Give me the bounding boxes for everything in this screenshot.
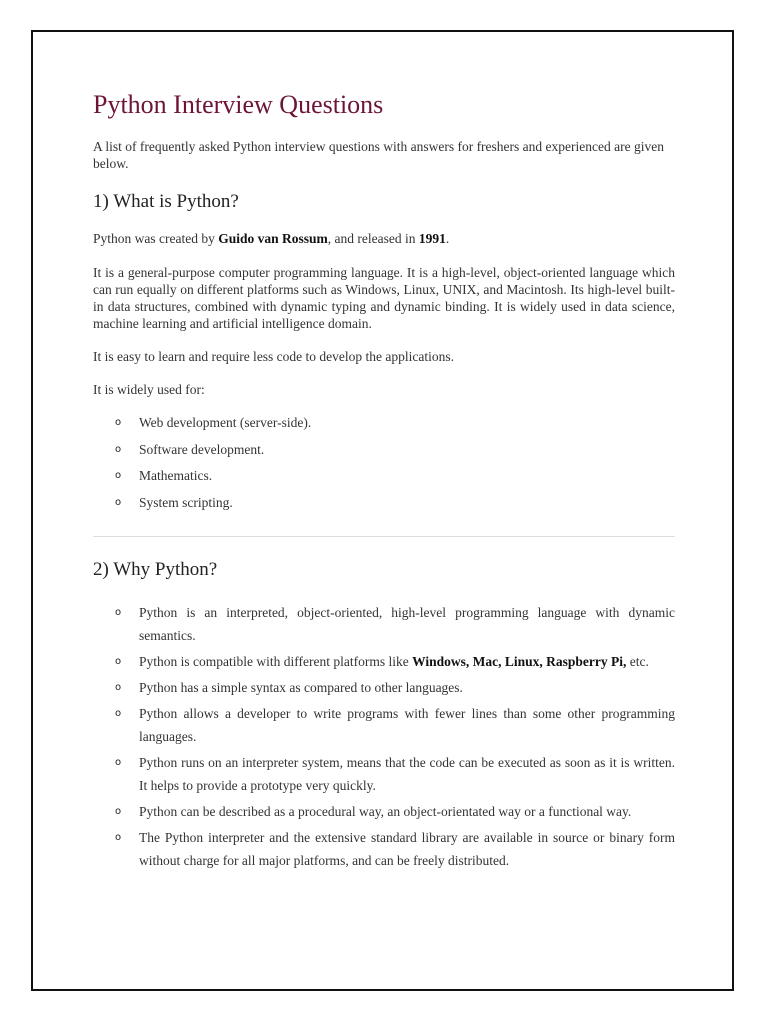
created-suffix: .: [445, 231, 450, 246]
created-by-paragraph: [93, 230, 675, 247]
list-item: [93, 676, 675, 699]
list-item: [93, 467, 675, 494]
created-prefix: Python was created by: [93, 231, 219, 246]
bullet-circle-icon: o: [115, 832, 122, 843]
list-item-text: Python is an interpreted, object-oriented, high-level programming language with dynamic semantics.: [139, 605, 675, 643]
release-year: 1991: [418, 231, 446, 246]
list-item-text: Python is compatible with different platforms like: [139, 654, 413, 669]
why-python-list: [93, 601, 675, 872]
list-item: [93, 650, 675, 673]
bullet-circle-icon: o: [115, 417, 122, 428]
list-item-text: Web development (server-side).: [139, 415, 312, 430]
bullet-circle-icon: o: [115, 806, 122, 817]
bullet-circle-icon: o: [115, 757, 122, 768]
list-item-text: Python runs on an interpreter system, means that the code can be executed as soon as it is written. It helps to provide a prototype very quickly.: [139, 755, 675, 793]
list-item-text: Python has a simple syntax as compared to other languages.: [139, 680, 463, 695]
section-divider: [93, 536, 675, 537]
list-item: [93, 800, 675, 823]
list-item-text: Python allows a developer to write programs with fewer lines than some other programming languages.: [139, 706, 675, 744]
intro-paragraph: A list of frequently asked Python interview questions with answers for freshers and experienced are given below.: [93, 139, 664, 171]
page-title: Python Interview Questions: [93, 90, 384, 119]
bullet-circle-icon: o: [115, 607, 122, 618]
uses-list: [93, 414, 675, 520]
general-purpose-paragraph: It is a general-purpose computer programming language. It is a high-level, object-oriented language which can run equally on different platforms such as Windows, Linux, UNIX, and Macintosh. Its high-level built-in data structures, combined with dynamic typing and dynamic binding. It is widely used in data science, machine learning and artificial intelligence domain.: [93, 265, 675, 331]
list-item: [93, 751, 675, 797]
bullet-circle-icon: o: [115, 496, 122, 508]
list-item: [93, 826, 675, 872]
bullet-circle-icon: o: [115, 443, 122, 455]
created-mid: , and released in: [327, 231, 419, 246]
bullet-circle-icon: o: [115, 656, 122, 667]
list-item: [93, 414, 675, 441]
document-content: [93, 88, 675, 875]
bullet-circle-icon: o: [115, 682, 122, 693]
section-heading-2: 2) Why Python?: [93, 559, 218, 580]
section-heading-1: 1) What is Python?: [93, 191, 239, 212]
list-item: [93, 702, 675, 748]
list-item: [93, 441, 675, 468]
list-item: [93, 494, 675, 521]
creator-name: Guido van Rossum: [218, 231, 328, 246]
list-item-text: Software development.: [139, 441, 265, 457]
list-item-text: System scripting.: [139, 494, 233, 510]
bullet-circle-icon: o: [115, 470, 122, 481]
list-item-text: The Python interpreter and the extensive standard library are available in source or binary form without charge for all major platforms, and can be freely distributed.: [139, 830, 675, 868]
platforms-bold: Windows, Mac, Linux, Raspberry Pi,: [412, 654, 627, 669]
list-item: [93, 601, 675, 647]
list-item-text: Python can be described as a procedural way, an object-orientated way or a functional way.: [139, 804, 632, 819]
list-item-text: Mathematics.: [139, 468, 213, 483]
list-item-suffix: etc.: [626, 654, 649, 669]
easy-to-learn-paragraph: It is easy to learn and require less code to develop the applications.: [93, 349, 455, 364]
section-what-is-python: [93, 190, 675, 520]
used-for-label: It is widely used for:: [93, 382, 205, 397]
section-why-python: [93, 558, 675, 872]
bullet-circle-icon: o: [115, 708, 122, 719]
